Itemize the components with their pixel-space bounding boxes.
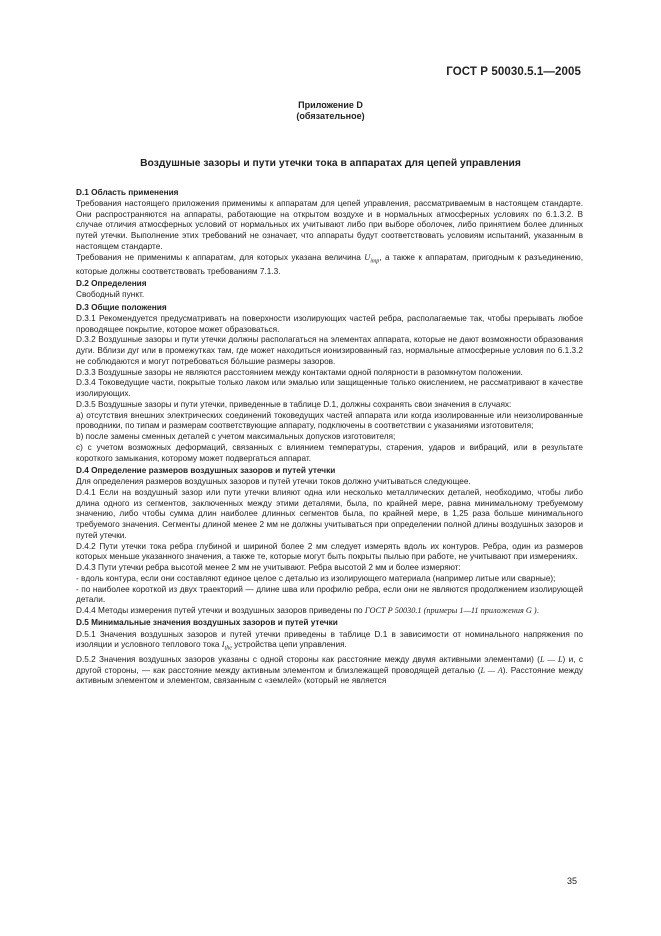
- reference: ГОСТ Р 50030.1 (примеры 1—11 приложения G ): [364, 606, 537, 616]
- paragraph: D.4.3 Пути утечки ребра высотой менее 2 мм не учитывают. Ребра высотой 2 мм и более измеряют:: [76, 563, 461, 573]
- paragraph: Требования не применимы к аппаратам, для которых указана величина $U_{imp}$, а также к аппаратам, пригодным к разъединению, которые должны соответствовать требованиям 7.1.3.: [76, 252, 583, 276]
- section-heading-d2: D.2 Определения: [76, 279, 147, 289]
- section-heading-d5: D.5 Минимальные значения воздушных зазоров и путей утечки: [76, 618, 338, 628]
- paragraph: D.3.1 Рекомендуется предусматривать на поверхности изолирующих частей ребра, располагаемые так, чтобы прерывать любое проводящее покрытие, которое может образоваться.: [76, 313, 583, 334]
- standard-header: ГОСТ Р 50030.5.1—2005: [446, 66, 581, 78]
- page-number: 35: [566, 876, 577, 886]
- list-item: - по наиболее короткой из двух траекторий — длине шва или профилю ребра, если они не являются продолжением изолирующей детали.: [76, 584, 583, 605]
- paragraph: Требования настоящего приложения применимы к аппаратам для цепей управления, рассматриваемым в настоящем стандарте. Они распространяются на аппараты, работающие на открытом воздухе и в нормальных атмосферных условиях по 6.1.3.2. В случае отличия атмосферных условий от нормальных их учитывают либо при выборе оболочек, либо принятием более длинных путей утечки. Выполнение этих требований не означает, что аппараты будут соответствовать условиям испытаний, указанным в настоящем стандарте.: [76, 198, 583, 251]
- paragraph: D.4.2 Пути утечки тока ребра глубиной и шириной более 2 мм следует измерять вдоль их контуров. Ребра, один из размеров которых меньше указанного значения, а также те, которые могут быть покрыты пылью при работе, не учитывают при измерениях.: [76, 541, 583, 562]
- paragraph: D.5.2 Значения воздушных зазоров указаны с одной стороны как расстояние между двумя активными элементами) (L — L) и, с другой стороны, — как расстояние между активным элементом и близлежащей проводящей деталью (L — A). Расстояние между активным элементом и элементом, связанным с «землей» (который не является: [76, 654, 584, 686]
- list-item: b) после замены сменных деталей с учетом максимальных допусков изготовителя;: [76, 432, 396, 442]
- list-item: - вдоль контура, если они составляют единое целое с деталью из изолирующего материала (например литые или сварные);: [76, 573, 556, 583]
- document-title: Воздушные зазоры и пути утечки тока в аппаратах для цепей управления: [140, 158, 521, 169]
- paragraph: D.3.2 Воздушные зазоры и пути утечки должны располагаться на элементах аппарата, которые не дают возможности образования дуги. Вблизи дуг или в промежутках там, где может находиться ионизированный газ, нормальные атмосферные условия по 6.1.3.2 не соблюдаются и могут потребоваться бо́льшие размеры зазоров.: [76, 335, 583, 366]
- paragraph: D.5.1 Значения воздушных зазоров и путей утечки приведены в таблице D.1 в зависимости от номинального напряжения по изоляции и условного теплового тока $I_{the}$ устройства цепи управления.: [76, 629, 583, 653]
- paragraph: D.3.4 Токоведущие части, покрытые только лаком или эмалью или защищенные только окислением, не рассматривают в качестве изолирующих.: [76, 378, 583, 399]
- section-heading-d4: D.4 Определение размеров воздушных зазоров и путей утечки: [76, 465, 336, 475]
- document-body: [76, 186, 583, 687]
- paragraph: D.4.4 Методы измерения путей утечки и воздушных зазоров приведены по ГОСТ Р 50030.1 (примеры 1—11 приложения G ).: [76, 606, 539, 616]
- annex-status: (обязательное): [296, 111, 365, 121]
- paragraph: Для определения размеров воздушных зазоров и путей утечки токов должно учитываться следующее.: [76, 477, 471, 487]
- list-item: с) с учетом возможных деформаций, связанных с влиянием температуры, старения, ударов и вибраций, или в результате короткого замыкания, которому может подвергаться аппарат.: [76, 442, 583, 463]
- paragraph: D.4.1 Если на воздушный зазор или пути утечки влияют одна или несколько металлических деталей, необходимо, чтобы либо длина одного из сегментов, заключенных между этими деталями, была, по крайней мере, равна минимальному требуемому значению, либо чтобы сумма длин наиболее длинных сегментов была, по крайней мере, в 1,25 раза больше минимального требуемого значения. Сегменты длиной менее 2 мм не должны учитываться при определении полной длины воздушных зазоров и путей утечки.: [76, 487, 583, 540]
- annex-name: Приложение D: [298, 100, 363, 110]
- section-heading-d1: D.1 Область применения: [76, 187, 179, 197]
- annex-heading: [0, 100, 661, 122]
- paragraph: D.3.3 Воздушные зазоры не являются расстоянием между контактами одной полярности в разомкнутом положении.: [76, 367, 523, 377]
- list-item: а) отсутствия внешних электрических соединений токоведущих частей аппарата или когда изолированные или неизолированные проводники, по типам и размерам соответствующие аппарату, подключены в соответствии с указаниями изготовителя;: [76, 410, 583, 431]
- paragraph: D.3.5 Воздушные зазоры и пути утечки, приведенные в таблице D.1, должны сохранять свои значения в случаях:: [76, 399, 512, 409]
- section-heading-d3: D.3 Общие положения: [76, 302, 167, 312]
- paragraph: Свободный пункт.: [76, 290, 145, 300]
